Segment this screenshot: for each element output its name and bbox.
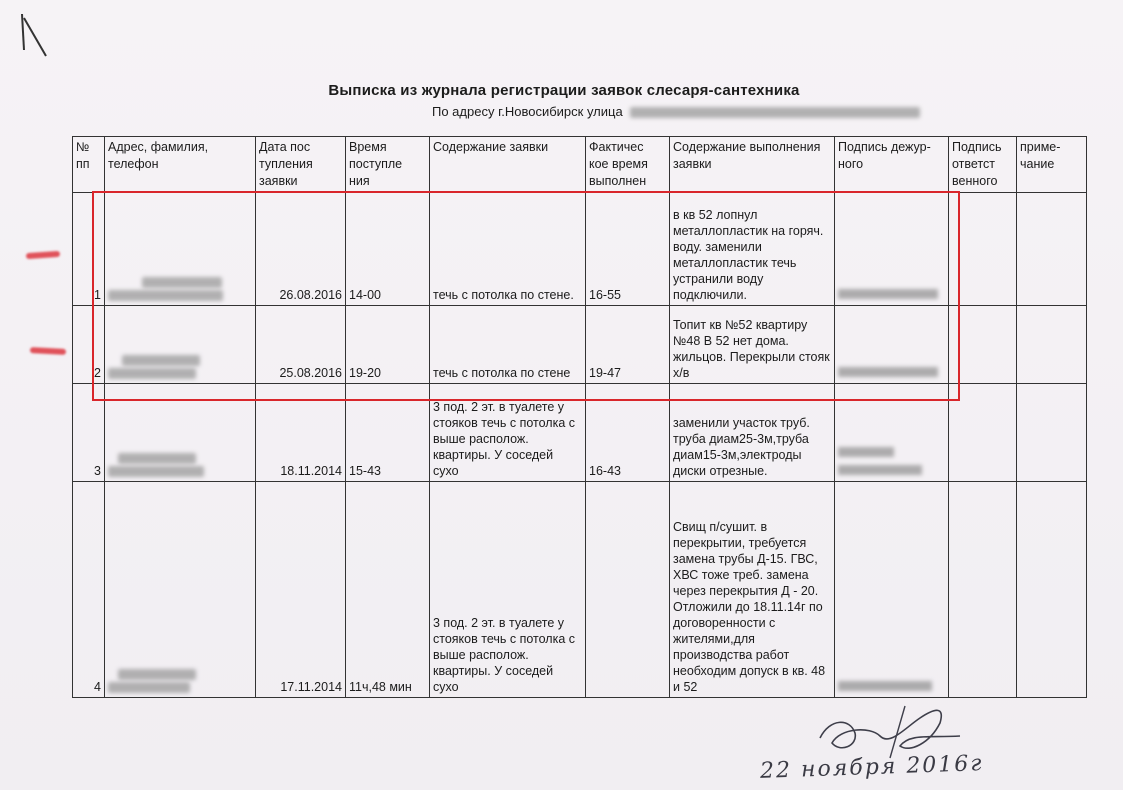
row-note	[1017, 384, 1087, 482]
row-content: 3 под. 2 эт. в туалете у стояков течь с потолка с выше располож. квартиры. У соседей сухо	[430, 384, 586, 482]
redacted-street	[630, 107, 920, 118]
row-done: заменили участок труб. труба диам25-3м,труба диам15-3м,электроды диски отрезные.	[670, 384, 835, 482]
row-time: 11ч,48 мин	[346, 482, 430, 698]
red-marker-dash	[26, 251, 60, 259]
header-num: № пп	[73, 137, 105, 193]
row-num: 2	[73, 306, 105, 384]
row-time: 19-20	[346, 306, 430, 384]
document-subtitle	[432, 104, 920, 119]
table-row	[73, 482, 1087, 698]
header-duty-sign: Подпись дежур- ного	[835, 137, 949, 193]
row-actual-time: 19-47	[586, 306, 670, 384]
row-time: 14-00	[346, 193, 430, 306]
header-done: Содержание выполнения заявки	[670, 137, 835, 193]
header-note: приме- чание	[1017, 137, 1087, 193]
row-content: 3 под. 2 эт. в туалете у стояков течь с потолка с выше располож. квартиры. У соседей сухо	[430, 482, 586, 698]
row-duty-sign	[835, 482, 949, 698]
row-time: 15-43	[346, 384, 430, 482]
row-date: 25.08.2016	[256, 306, 346, 384]
row-note	[1017, 193, 1087, 306]
handwritten-date: 22 ноября 2016г	[759, 751, 984, 784]
row-actual-time: 16-55	[586, 193, 670, 306]
row-note	[1017, 306, 1087, 384]
header-time: Время поступле ния	[346, 137, 430, 193]
address-label: По адресу г.Новосибирск улица	[432, 104, 623, 119]
row-date: 17.11.2014	[256, 482, 346, 698]
row-date: 26.08.2016	[256, 193, 346, 306]
header-date: Дата пос тупления заявки	[256, 137, 346, 193]
row-done: Свищ п/сушит. в перекрытии, требуется замена трубы Д-15. ГВС, ХВС тоже треб. замена через перекрытия Д - 20. Отложили до 18.11.14г по договоренности с жителями,для производства работ необходим допуск в кв. 48 и 52	[670, 482, 835, 698]
row-note	[1017, 482, 1087, 698]
header-address: Адрес, фамилия, телефон	[105, 137, 256, 193]
header-content: Содержание заявки	[430, 137, 586, 193]
row-actual-time: 16-43	[586, 384, 670, 482]
row-address	[105, 482, 256, 698]
row-date: 18.11.2014	[256, 384, 346, 482]
row-num: 4	[73, 482, 105, 698]
row-actual-time	[586, 482, 670, 698]
pen-stroke-mark	[14, 10, 54, 60]
header-actual-time: Фактичес кое время выполнен	[586, 137, 670, 193]
row-done: в кв 52 лопнул металлопластик на горяч. воду. заменили металлопластик течь устранили воду подключили.	[670, 193, 835, 306]
header-row	[73, 137, 1087, 193]
row-content: течь с потолка по стене.	[430, 193, 586, 306]
row-num: 1	[73, 193, 105, 306]
red-marker-dash	[30, 347, 66, 355]
row-content: течь с потолка по стене	[430, 306, 586, 384]
row-done: Топит кв №52 квартиру №48 В 52 нет дома. жильцов. Перекрыли стояк х/в	[670, 306, 835, 384]
red-highlight-box	[92, 191, 960, 401]
row-resp-sign	[949, 482, 1017, 698]
document-title: Выписка из журнала регистрации заявок слесаря-сантехника	[328, 82, 800, 99]
header-resp-sign: Подпись ответст венного	[949, 137, 1017, 193]
row-num: 3	[73, 384, 105, 482]
